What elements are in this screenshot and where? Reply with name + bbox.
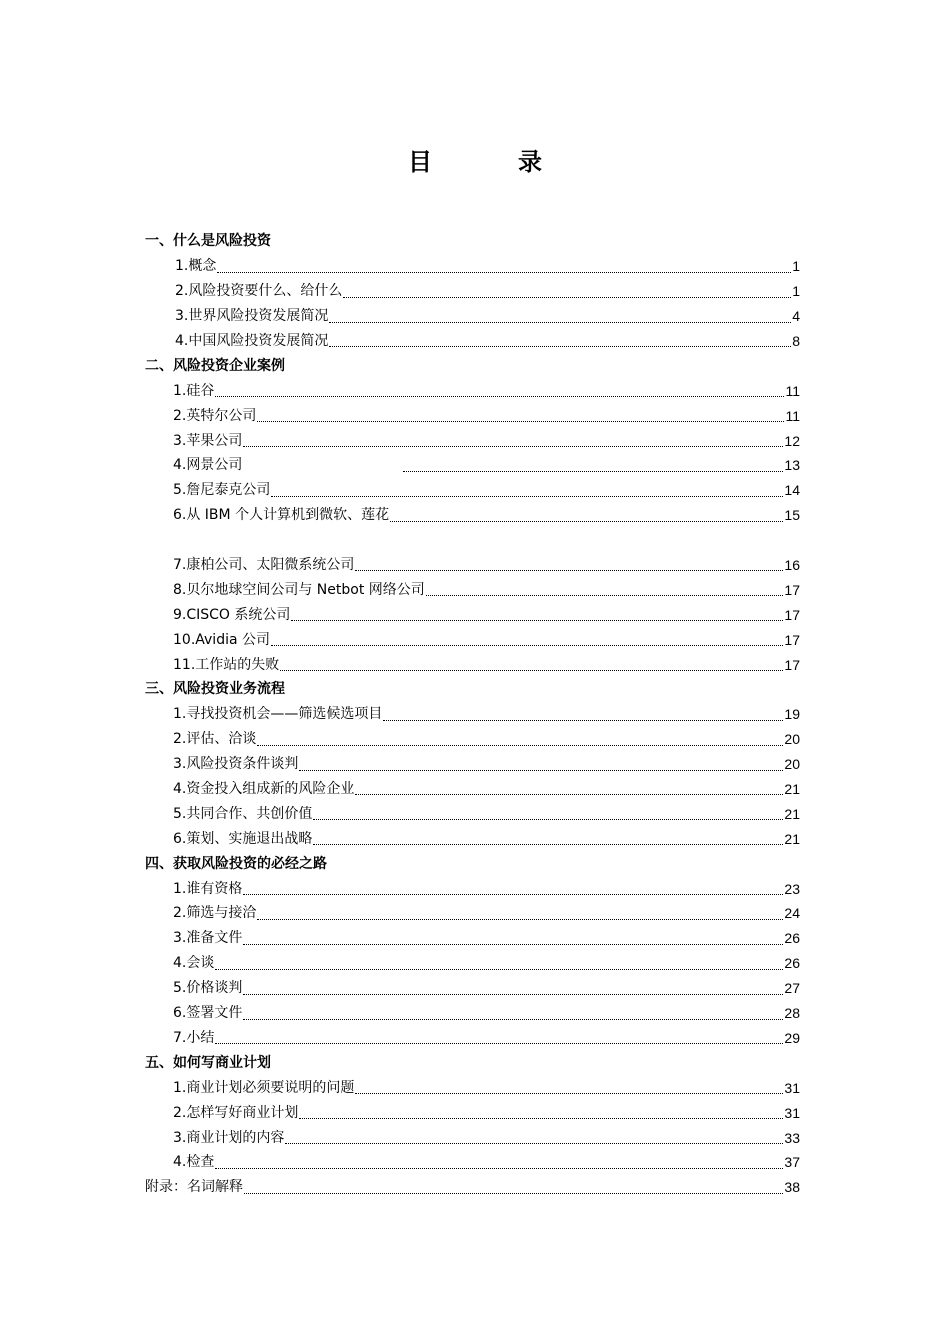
toc-entry[interactable]: [145, 876, 800, 901]
toc-entry-label: 9.CISCO 系统公司: [173, 606, 291, 623]
blank-line: [145, 528, 800, 553]
toc-entry-page: 1: [792, 283, 800, 300]
toc-entry-page: 13: [784, 457, 800, 474]
dot-leader: [243, 943, 783, 945]
toc-entry-label: 10.Avidia 公司: [173, 631, 271, 648]
dot-leader: [329, 321, 791, 323]
toc-section-heading[interactable]: 二、风险投资企业案例: [145, 357, 285, 374]
toc-entry-label: 4.检查: [173, 1154, 215, 1171]
toc-entry-label: 1.硅谷: [173, 382, 215, 399]
toc-entry-page: 1: [792, 258, 800, 275]
toc-entry-label: 6.从 IBM 个人计算机到微软、莲花: [173, 507, 390, 524]
toc-entry-label: 4.会谈: [173, 955, 215, 972]
toc-entry-label: 1.谁有资格: [173, 880, 243, 897]
toc-entry[interactable]: [145, 503, 800, 528]
toc-entry[interactable]: [145, 553, 800, 578]
dot-leader: [343, 296, 791, 298]
dot-leader: [271, 644, 783, 646]
toc-entry-label: 3.风险投资条件谈判: [173, 756, 299, 773]
toc-entry-label: 7.康柏公司、太阳微系统公司: [173, 557, 355, 574]
dot-leader: [215, 1167, 783, 1169]
dot-leader: [426, 594, 784, 596]
toc-entry-page: 20: [784, 756, 800, 773]
title-char-2: 录: [518, 148, 542, 176]
toc-entry-page: 17: [784, 656, 800, 673]
dot-leader: [285, 1142, 783, 1144]
toc-entry[interactable]: [145, 378, 800, 403]
dot-leader: [257, 744, 783, 746]
toc-entry-page: 28: [784, 1005, 800, 1022]
dot-leader: [215, 968, 783, 970]
toc-entry[interactable]: [145, 752, 800, 777]
dot-leader: [355, 569, 783, 571]
dot-leader: [299, 1117, 783, 1119]
toc-entry-page: 21: [784, 805, 800, 822]
toc-section-heading[interactable]: 三、风险投资业务流程: [145, 681, 285, 698]
toc-entry-label: 1.商业计划必须要说明的问题: [173, 1079, 355, 1096]
toc-entry[interactable]: [145, 329, 800, 354]
toc-entry-label: 5.价格谈判: [173, 980, 243, 997]
toc-entry[interactable]: [145, 1001, 800, 1026]
toc-entry-page: 27: [784, 980, 800, 997]
toc-entry-page: 24: [784, 905, 800, 922]
toc-section-heading[interactable]: 五、如何写商业计划: [145, 1054, 271, 1071]
toc-entry-label: 5.詹尼泰克公司: [173, 482, 271, 499]
toc-entry[interactable]: [145, 428, 800, 453]
toc-entry-page: 26: [784, 955, 800, 972]
toc-entry-label: 1.概念: [175, 258, 217, 275]
dot-leader: [215, 1042, 783, 1044]
toc-entry[interactable]: [145, 727, 800, 752]
toc-entry-page: 12: [784, 432, 800, 449]
dot-leader: [243, 893, 783, 895]
toc-entry-label: 4.资金投入组成新的风险企业: [173, 781, 355, 798]
toc-entry-page: 4: [792, 308, 800, 325]
toc-entry-label: 2.评估、洽谈: [173, 731, 257, 748]
dot-leader: [383, 719, 783, 721]
dot-leader: [390, 520, 783, 522]
dot-leader: [355, 1092, 783, 1094]
dot-leader: [280, 669, 783, 671]
toc-entry[interactable]: [145, 1075, 800, 1100]
toc-entry-page: 37: [784, 1154, 800, 1171]
toc-entry-page: 21: [784, 830, 800, 847]
toc-entry-page: 19: [784, 706, 800, 723]
toc-entry-label: 7.小结: [173, 1029, 215, 1046]
toc-entry[interactable]: [145, 951, 800, 976]
toc-entry-label: 3.准备文件: [173, 930, 243, 947]
toc-entry[interactable]: [145, 577, 800, 602]
toc-entry-label: 5.共同合作、共创价值: [173, 805, 313, 822]
dot-leader: [329, 345, 791, 347]
dot-leader: [217, 271, 791, 273]
toc-entry[interactable]: [145, 1150, 800, 1175]
toc-entry[interactable]: [145, 801, 800, 826]
toc-entry-page: 14: [784, 482, 800, 499]
toc-section-heading[interactable]: 一、什么是风险投资: [145, 233, 271, 250]
toc-entry[interactable]: [145, 627, 800, 652]
toc-entry-label: 4.中国风险投资发展简况: [175, 333, 329, 349]
page-title: [0, 142, 950, 177]
toc-entry[interactable]: [145, 602, 800, 627]
toc-entry-appendix[interactable]: [145, 1175, 800, 1200]
dot-leader: [299, 769, 783, 771]
title-char-1: 目: [408, 148, 432, 176]
dot-leader: [243, 445, 783, 447]
toc-entry-label: 3.商业计划的内容: [173, 1129, 285, 1146]
dot-leader: [215, 395, 784, 397]
toc-entry-page: 31: [784, 1079, 800, 1096]
toc-entry-label: 附录：名词解释: [145, 1179, 243, 1196]
toc-section-heading[interactable]: 四、获取风险投资的必经之路: [145, 855, 327, 872]
dot-leader: [355, 793, 783, 795]
toc-entry-page: 17: [784, 631, 800, 648]
toc-entry[interactable]: [145, 976, 800, 1001]
dot-leader: [291, 619, 783, 621]
toc-entry-page: 11: [785, 407, 800, 424]
toc-entry-label: 1.寻找投资机会——筛选候选项目: [173, 706, 383, 723]
toc-entry-page: 33: [784, 1129, 800, 1146]
toc-entry-page: 11: [785, 382, 800, 399]
toc-entry[interactable]: [145, 403, 800, 428]
dot-leader: [313, 818, 783, 820]
toc-entry-label: 3.苹果公司: [173, 432, 243, 449]
toc-entry[interactable]: [145, 304, 800, 329]
toc-entry[interactable]: [145, 826, 800, 851]
toc-entry-label: 3.世界风险投资发展简况: [175, 308, 329, 325]
dot-leader: [244, 1192, 783, 1194]
toc-entry-page: 15: [784, 507, 800, 524]
toc-entry[interactable]: [145, 652, 800, 677]
toc-entry-page: 38: [784, 1179, 800, 1196]
toc-entry[interactable]: [145, 478, 800, 503]
table-of-contents: [145, 229, 800, 1200]
toc-entry-label: 2.怎样写好商业计划: [173, 1104, 299, 1121]
toc-entry-label: 6.签署文件: [173, 1005, 243, 1022]
toc-entry[interactable]: [145, 453, 800, 478]
toc-entry-label: 2.筛选与接洽: [173, 905, 257, 922]
toc-entry-label: 6.策划、实施退出战略: [173, 830, 313, 847]
toc-entry-label: 8.贝尔地球空间公司与 Netbot 网络公司: [173, 581, 425, 598]
toc-entry-page: 8: [792, 333, 800, 349]
toc-entry-page: 31: [784, 1104, 800, 1121]
toc-entry-page: 20: [784, 731, 800, 748]
toc-entry-label: 2.英特尔公司: [173, 407, 257, 424]
toc-entry-page: 29: [784, 1029, 800, 1046]
toc-entry-page: 17: [784, 581, 800, 598]
toc-entry-page: 21: [784, 781, 800, 798]
toc-entry[interactable]: [145, 254, 800, 279]
toc-entry-label: 2.风险投资要什么、给什么: [175, 283, 343, 300]
toc-entry[interactable]: [145, 901, 800, 926]
toc-entry-page: 16: [784, 557, 800, 574]
toc-entry-page: 17: [784, 606, 800, 623]
dot-leader: [271, 495, 783, 497]
toc-entry[interactable]: [145, 1100, 800, 1125]
toc-entry[interactable]: [145, 279, 800, 304]
toc-entry-label: 11.工作站的失败: [173, 656, 280, 673]
dot-leader: [257, 918, 783, 920]
dot-leader: [257, 420, 784, 422]
toc-entry[interactable]: [145, 1125, 800, 1150]
dot-leader: [243, 993, 783, 995]
toc-entry-page: 23: [784, 880, 800, 897]
toc-entry[interactable]: [145, 702, 800, 727]
toc-entry[interactable]: [145, 777, 800, 802]
dot-leader: [243, 1018, 783, 1020]
dot-leader: [313, 843, 783, 845]
toc-entry[interactable]: [145, 1026, 800, 1051]
toc-entry[interactable]: [145, 926, 800, 951]
dot-leader: [403, 470, 783, 472]
toc-entry-label: 4.网景公司: [173, 457, 243, 474]
toc-entry-page: 26: [784, 930, 800, 947]
